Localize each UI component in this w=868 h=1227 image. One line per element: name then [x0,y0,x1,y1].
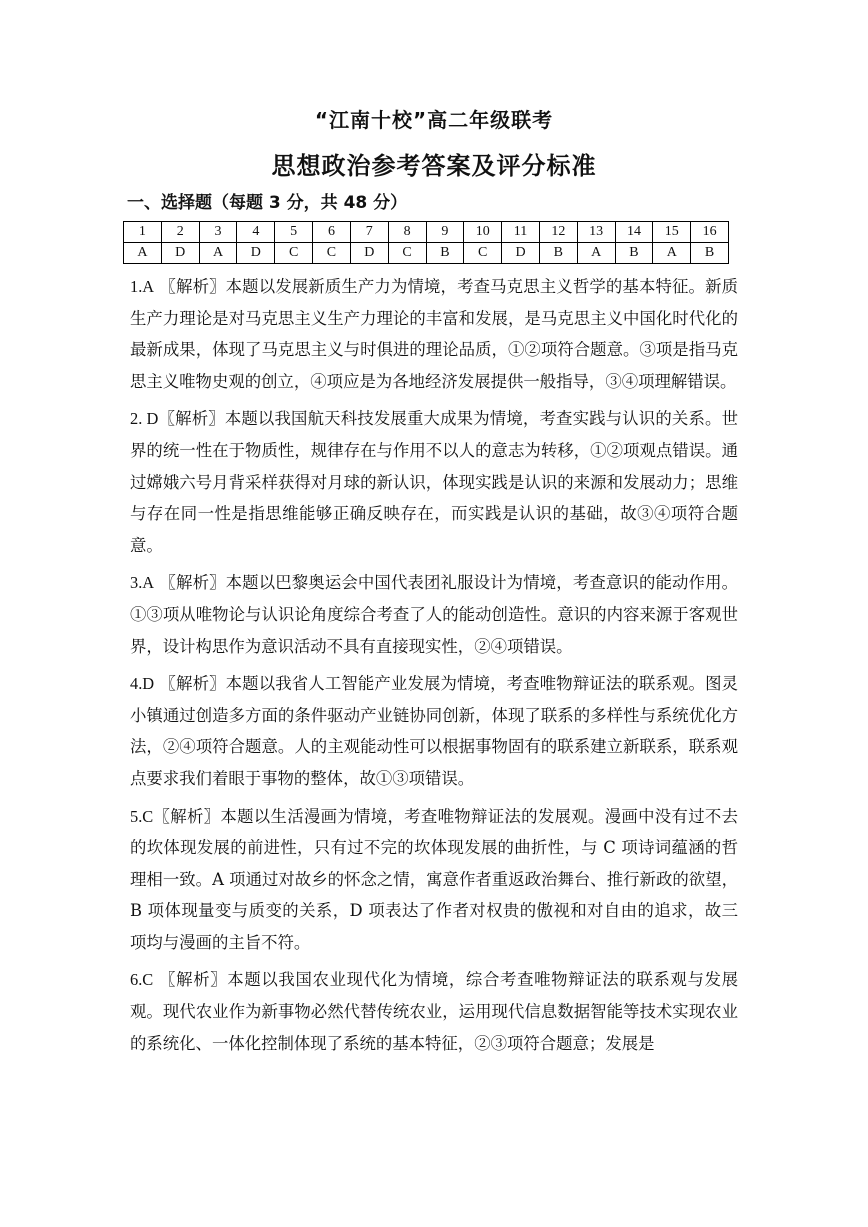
question-number-cell: 7 [350,222,388,243]
answer-label: 2. D [130,409,159,429]
answer-cell: B [615,243,653,264]
question-number-cell: 12 [539,222,577,243]
answer-cell: D [350,243,388,264]
answer-cell: D [502,243,540,264]
answer-cell: D [161,243,199,264]
question-number-cell: 8 [388,222,426,243]
answer-cell: A [199,243,237,264]
answer-cell: A [653,243,691,264]
answer-cell: A [124,243,162,264]
answer-cell: B [539,243,577,264]
question-number-cell: 3 [199,222,237,243]
explanation-item-1 [130,271,738,397]
section-heading: 一、选择题（每题 3 分，共 48 分） [127,193,408,213]
explanation-text: 〖解析〗本题以发展新质生产力为情境，考查马克思主义哲学的基本特征。新质生产力理论是对马克思主义生产力理论的丰富和发展，是马克思主义中国化时代化的最新成果，体现了马克思主义与时俱进的理论品质，①②项符合题意。③项是指马克思主义唯物史观的创立，④项应是为各地经济发展提供一般指导，③④项理解错误。 [130,277,738,391]
explanation-item-2 [130,403,738,561]
answer-label: 4.D [130,674,155,694]
question-number-row [124,222,729,243]
explanation-text: 〖解析〗本题以巴黎奥运会中国代表团礼服设计为情境，考查意识的能动作用。①③项从唯物论与认识论角度综合考查了人的能动创造性。意识的内容来源于客观世界，设计构思作为意识活动不具有直接现实性，②④项错误。 [130,573,738,656]
question-number-cell: 15 [653,222,691,243]
question-number-cell: 10 [464,222,502,243]
answer-cell: C [313,243,351,264]
explanation-text: 〖解析〗本题以我国航天科技发展重大成果为情境，考查实践与认识的关系。世界的统一性在于物质性，规律存在与作用不以人的意志为转移，①②项观点错误。通过嫦娥六号月背采样获得对月球的新认识，体现实践是认识的来源和发展动力；思维与存在同一性是指思维能够正确反映存在，而实践是认识的基础，故③④项符合题意。 [130,409,739,555]
answer-cell: A [577,243,615,264]
answer-cell: C [388,243,426,264]
answer-label: 3.A [130,573,155,593]
answer-row [124,243,729,264]
explanation-text: 〖解析〗本题以我省人工智能产业发展为情境，考查唯物辩证法的联系观。图灵小镇通过创造多方面的条件驱动产业链协同创新，体现了联系的多样性与系统优化方法，②④项符合题意。人的主观能动性可以根据事物固有的联系建立新联系，联系观点要求我们着眼于事物的整体，故①③项错误。 [130,674,738,788]
explanation-text: 〖解析〗本题以生活漫画为情境，考查唯物辩证法的发展观。漫画中没有过不去的坎体现发展的前进性，只有过不完的坎体现发展的曲折性，与 C 项诗词蕴涵的哲理相一致。A 项通过对故乡的怀念之情，寓意作者重返政治舞台、推行新政的欲望，B 项体现量变与质变的关系，D 项表达了作者对权贵的傲视和对自由的追求，故三项均与漫画的主旨不符。 [130,806,738,952]
answer-cell: B [691,243,729,264]
answer-table [123,221,729,264]
explanation-item-5 [130,801,738,959]
question-number-cell: 11 [502,222,540,243]
question-number-cell: 14 [615,222,653,243]
explanations [130,271,738,1065]
question-number-cell: 1 [124,222,162,243]
question-number-cell: 13 [577,222,615,243]
answer-cell: C [464,243,502,264]
question-number-cell: 6 [313,222,351,243]
exam-title: “江南十校”高二年级联考 [314,108,554,132]
answer-label: 5.C [130,806,154,826]
explanation-item-4 [130,668,738,794]
answer-label: 6.C [130,970,154,990]
question-number-cell: 9 [426,222,464,243]
answer-cell: B [426,243,464,264]
question-number-cell: 16 [691,222,729,243]
question-number-cell: 2 [161,222,199,243]
document-subtitle: 思想政治参考答案及评分标准 [271,152,597,180]
answer-cell: D [237,243,275,264]
answer-label: 1.A [130,277,155,296]
question-number-cell: 5 [275,222,313,243]
explanation-item-6 [130,964,738,1059]
answer-cell: C [275,243,313,264]
explanation-text: 〖解析〗本题以我国农业现代化为情境，综合考查唯物辩证法的联系观与发展观。现代农业作为新事物必然代替传统农业，运用现代信息数据智能等技术实现农业的系统化、一体化控制体现了系统的基本特征，②③项符合题意；发展是 [130,970,738,1053]
explanation-item-3 [130,567,738,662]
question-number-cell: 4 [237,222,275,243]
